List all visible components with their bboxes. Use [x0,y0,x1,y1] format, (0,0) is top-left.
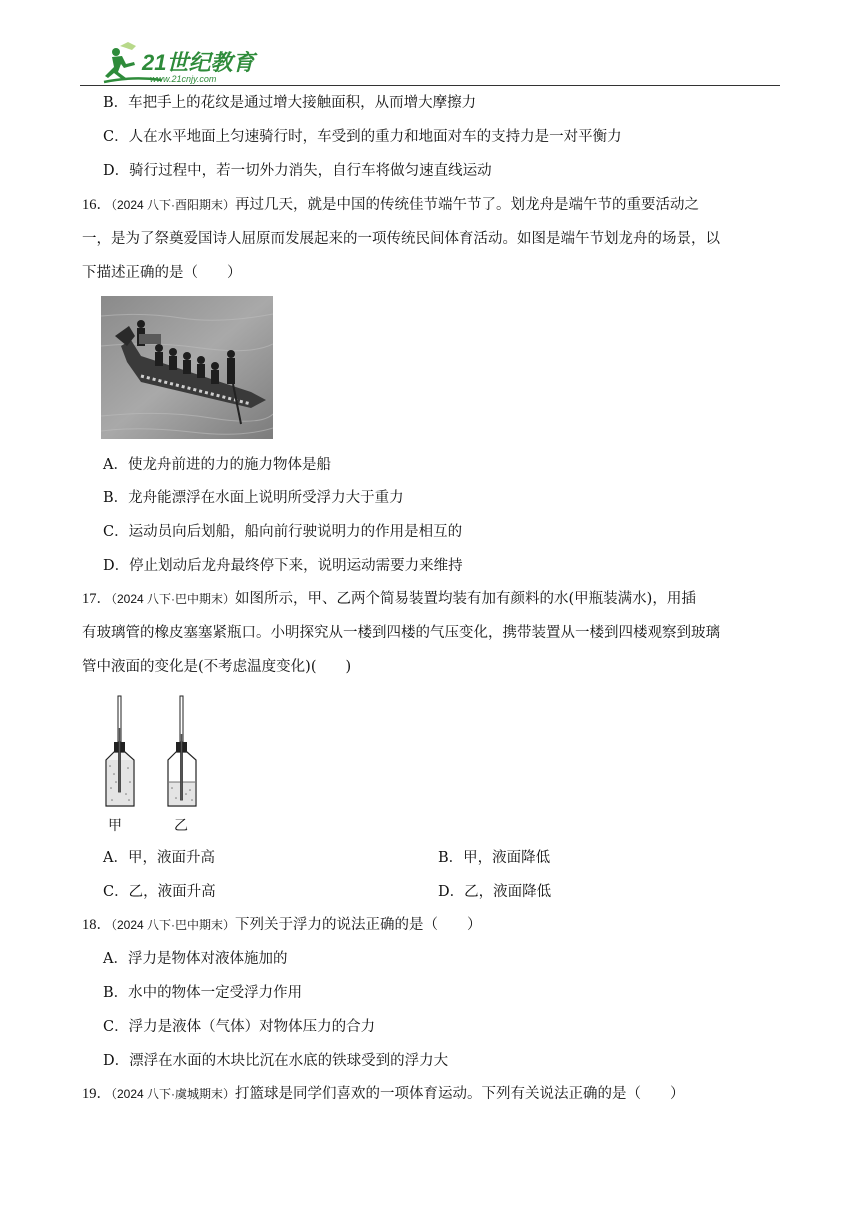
q18-option-a: A．浮力是物体对液体施加的 [103,951,288,967]
q18-number: 18． [82,917,111,933]
q16-stem-line-3: 下描述正确的是（ ） [82,265,242,281]
q16-option-d: D．停止划动后龙舟最终停下来，说明运动需要力来维持 [103,558,463,574]
q16-number: 16． [82,197,111,213]
q17-stem-line-2: 有玻璃管的橡皮塞塞紧瓶口。小明探究从一楼到四楼的气压变化，携带装置从一楼到四楼观察到玻璃 [82,625,720,641]
q17-option-a: A．甲，液面升高 [103,850,215,866]
q15-option-c: C．人在水平地面上匀速骑行时，车受到的重力和地面对车的支持力是一对平衡力 [103,129,622,145]
q19-stem [82,1084,685,1104]
q16-stem-line-1 [82,195,699,215]
q19-text: 打篮球是同学们喜欢的一项体育运动。下列有关说法正确的是（ ） [235,1086,685,1102]
dragon-boat-photo [101,296,273,439]
q18-stem [82,915,482,935]
q16-option-b: B．龙舟能漂浮在水面上说明所受浮力大于重力 [103,490,404,506]
logo-url: www.21cnjy.com [150,74,217,84]
q16-source: （2024 八下·酉阳期末） [111,198,236,212]
logo-text: 21世纪教育 [142,50,255,75]
q18-source: （2024 八下·巴中期末） [111,918,236,932]
q15-option-d: D．骑行过程中，若一切外力消失，自行车将做匀速直线运动 [103,163,492,179]
q17-text: 如图所示，甲、乙两个简易装置均装有加有颜料的水(甲瓶装满水)，用插 [235,591,696,607]
label-jia: 甲 [108,818,122,834]
q16-stem-line-2: 一，是为了祭奠爱国诗人屈原而发展起来的一项传统民间体育活动。如图是端午节划龙舟的场景，以 [82,231,720,247]
bottle-yi [168,696,196,806]
bottle-jia [106,696,134,806]
q19-source: （2024 八下·虞城期末） [111,1087,236,1101]
logo [102,40,272,86]
q16-option-c: C．运动员向后划船，船向前行驶说明力的作用是相互的 [103,524,463,540]
q18-option-c: C．浮力是液体（气体）对物体压力的合力 [103,1019,376,1035]
q17-stem-line-1 [82,589,696,609]
label-yi: 乙 [174,818,188,834]
q18-text: 下列关于浮力的说法正确的是（ ） [235,917,482,933]
header-rule [80,85,780,86]
q19-number: 19． [82,1086,111,1102]
bottle-apparatus-figure [100,694,210,836]
q16-text: 再过几天，就是中国的传统佳节端午节了。划龙舟是端午节的重要活动之 [235,197,700,213]
q18-option-d: D．漂浮在水面的木块比沉在水底的铁球受到的浮力大 [103,1053,449,1069]
q17-option-d: D．乙，液面降低 [438,884,552,900]
q17-option-b: B．甲，液面降低 [438,850,551,866]
q17-option-c: C．乙，液面升高 [103,884,216,900]
q17-stem-line-3: 管中液面的变化是(不考虑温度变化)( ) [82,659,352,675]
q15-option-b: B．车把手上的花纹是通过增大接触面积，从而增大摩擦力 [103,95,477,111]
q16-option-a: A．使龙舟前进的力的施力物体是船 [103,457,331,473]
page-header [80,38,780,88]
q17-number: 17． [82,591,111,607]
q18-option-b: B．水中的物体一定受浮力作用 [103,985,303,1001]
q17-source: （2024 八下·巴中期末） [111,592,236,606]
